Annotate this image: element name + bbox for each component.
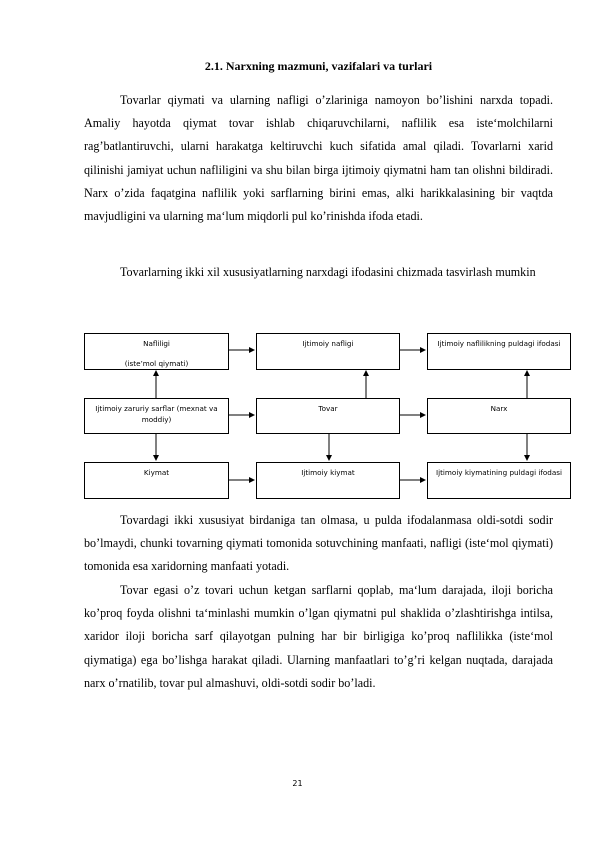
box-qiymat: Kiymat xyxy=(84,462,229,499)
box-ijtimoiy-nafligi: Ijtimoiy nafligi xyxy=(256,333,400,370)
box-nafliligi xyxy=(84,333,229,370)
box-narx: Narx xyxy=(427,398,571,434)
box-ijtimoiy-qiymat: Ijtimoiy kiymat xyxy=(256,462,400,499)
page-number: 21 xyxy=(292,779,303,788)
box-nafliligi-line1: Nafliligi xyxy=(143,339,170,348)
box-ijtimoiy-qiymat-pul: Ijtimoiy kiymatining puldagi ifodasi xyxy=(427,462,571,499)
box-tovar: Tovar xyxy=(256,398,400,434)
box-ijtimoiy-sarflar: Ijtimoiy zaruriy sarflar (mexnat va moddiy) xyxy=(84,398,229,434)
paragraph-2: Tovarlarning ikki xil xususiyatlarning narxdagi ifodasini chizmada tasvirlash mumkin xyxy=(120,265,536,279)
paragraph-4: Tovar egasi o’z tovari uchun ketgan sarflarni qoplab, ma‘lum darajada, iloji boricha ko’proq foyda olishni ta‘minlashi mumkin o’lgan qiymatni pul shaklida o’zlashtirishga intilsa, xaridor iloji boricha sarf qilayotgan pulning har bir birligiga ko’proq naflilikka (iste‘mol qiymatiga) ega bo’lishga harakat qiladi. Ularning manfaatlari to’g’ri kelgan nuqtada, darajada narx o’rnatilib, tovar pul almashuvi, oldi-sotdi sodir bo’ladi. xyxy=(84,583,553,690)
paragraph-1: Tovarlar qiymati va ularning nafligi o’zlariniga namoyon bo’lishini narxda topadi. Amaliy hayotda qiymat tovar ishlab chiqaruvchilarni, naflilik esa iste‘molchilarni rag’batlantiruvchi, ularni harakatga keltiruvchi kuch sifatida amal qiladi. Tovarlarni xarid qilinishi jamiyat uchun nafliligini va shu bilan birga ijtimoiy qiymatni ham tan olishni bildiradi. Narx o’zida faqatgina naflilik yoki sarflarning birini emas, alki harikkalasining bir vaqtda mavjudligini va ularning ma‘lum miqdorli pul ko’rinishda ifoda etadi. xyxy=(84,93,553,224)
paragraph-3: Tovardagi ikki xususiyat birdaniga tan olmasa, u pulda ifodalanmasa oldi-sotdi sodir bo’lmaydi, chunki tovarning qiymati tomonida sotuvchining manfaati, nafligi (iste‘mol qiymati) tomonida esa xaridorning manfaati yotadi. xyxy=(84,513,553,574)
box-nafliligi-line2: (iste’mol qiymati) xyxy=(124,359,189,368)
box-ijtimoiy-naflilik-pul: Ijtimoiy naflilikning puldagi ifodasi xyxy=(427,333,571,370)
section-heading: 2.1. Narxning mazmuni, vazifalari va turlari xyxy=(204,59,433,73)
